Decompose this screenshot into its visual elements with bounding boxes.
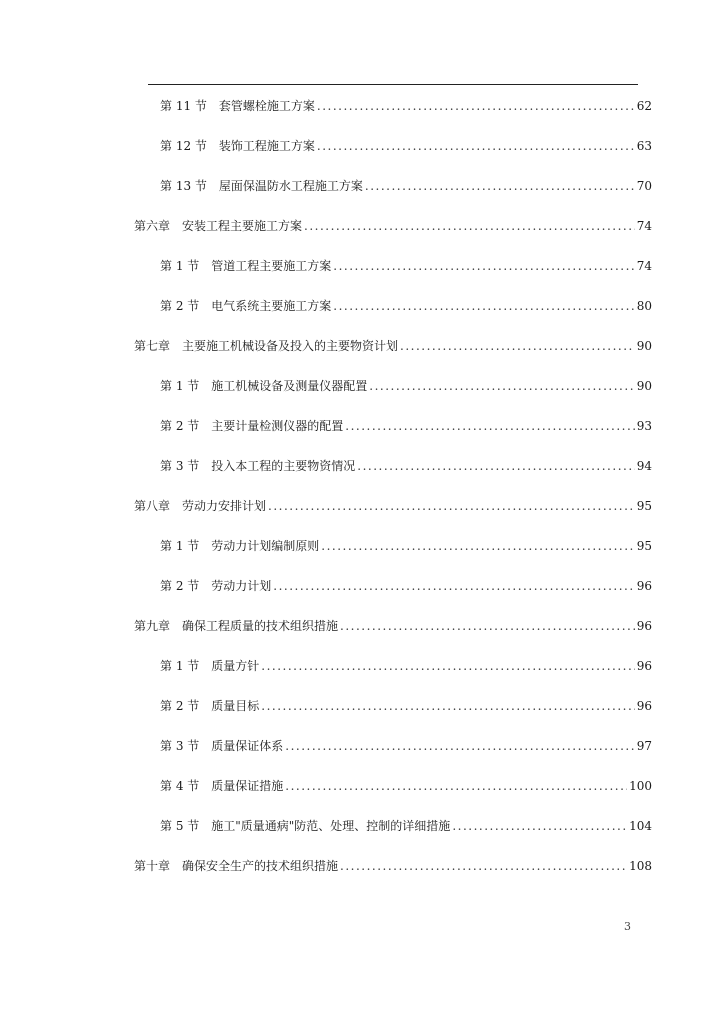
toc-entry[interactable] <box>160 296 652 316</box>
toc-entry-page: 95 <box>636 539 652 553</box>
toc-entry[interactable] <box>160 576 652 596</box>
toc-entry[interactable] <box>160 816 652 836</box>
toc-entry-number: 第 2 节 <box>160 299 200 313</box>
toc-entry[interactable] <box>160 136 652 156</box>
toc-entry[interactable] <box>160 536 652 556</box>
toc-entry-number: 第 1 节 <box>160 659 200 673</box>
toc-entry[interactable] <box>160 176 652 196</box>
toc-entry-page: 96 <box>636 579 652 593</box>
toc-entry-number: 第九章 <box>134 619 171 633</box>
toc-entry-number: 第八章 <box>134 499 171 513</box>
toc-entry[interactable] <box>134 856 652 876</box>
dot-leader <box>273 576 634 596</box>
toc-entry-page: 96 <box>636 619 652 633</box>
toc-entry-title: 投入本工程的主要物资情况 <box>211 459 356 473</box>
dot-leader <box>261 656 634 676</box>
toc-entry[interactable] <box>160 656 652 676</box>
toc-entry-title: 质量方针 <box>211 659 260 673</box>
toc-entry-title: 质量保证措施 <box>211 779 284 793</box>
dot-leader <box>340 616 635 636</box>
dot-leader <box>400 336 635 356</box>
toc-entry-title: 劳动力计划 <box>211 579 272 593</box>
toc-entry-title: 施工"质量通病"防范、处理、控制的详细措施 <box>211 819 451 833</box>
dot-leader <box>369 376 634 396</box>
dot-leader <box>357 456 634 476</box>
toc-entry-page: 63 <box>636 139 652 153</box>
dot-leader <box>365 176 635 196</box>
toc-entry[interactable] <box>160 696 652 716</box>
toc-entry-number: 第 3 节 <box>160 459 200 473</box>
toc-entry[interactable] <box>134 496 652 516</box>
toc-entry-page: 108 <box>629 859 652 873</box>
toc-entry[interactable] <box>134 616 652 636</box>
toc-entry-number: 第 13 节 <box>160 179 207 193</box>
toc-entry[interactable] <box>134 336 652 356</box>
toc-entry-number: 第 4 节 <box>160 779 200 793</box>
dot-leader <box>333 296 634 316</box>
toc-entry-page: 94 <box>636 459 652 473</box>
toc-entry[interactable] <box>160 456 652 476</box>
dot-leader <box>345 416 634 436</box>
toc-entry-title: 施工机械设备及测量仪器配置 <box>211 379 368 393</box>
toc-entry-number: 第 3 节 <box>160 739 200 753</box>
toc-entry-title: 装饰工程施工方案 <box>218 139 315 153</box>
toc-entry-number: 第七章 <box>134 339 171 353</box>
dot-leader <box>261 696 634 716</box>
toc-entry-title: 劳动力计划编制原则 <box>211 539 320 553</box>
toc-entry-page: 90 <box>636 339 652 353</box>
toc-entry[interactable] <box>134 216 652 236</box>
toc-entry-page: 93 <box>636 419 652 433</box>
toc-entry-title: 安装工程主要施工方案 <box>182 219 303 233</box>
toc-entry-page: 74 <box>636 259 652 273</box>
toc-entry-number: 第 2 节 <box>160 419 200 433</box>
toc-entry-title: 确保安全生产的技术组织措施 <box>182 859 339 873</box>
dot-leader <box>304 216 635 236</box>
toc-entry-number: 第 1 节 <box>160 259 200 273</box>
toc-entry-page: 96 <box>636 699 652 713</box>
toc-entry-number: 第 2 节 <box>160 699 200 713</box>
toc-entry[interactable] <box>160 776 652 796</box>
dot-leader <box>268 496 635 516</box>
toc-entry-page: 97 <box>636 739 652 753</box>
toc-entry-title: 管道工程主要施工方案 <box>211 259 332 273</box>
toc-entry-page: 95 <box>636 499 652 513</box>
toc-entry-number: 第 1 节 <box>160 379 200 393</box>
header-rule <box>148 84 638 85</box>
toc-entry-number: 第 5 节 <box>160 819 200 833</box>
dot-leader <box>285 736 634 756</box>
toc-entry-number: 第六章 <box>134 219 171 233</box>
page-number: 3 <box>624 920 631 933</box>
toc-entry[interactable] <box>160 376 652 396</box>
toc-entry-title: 主要施工机械设备及投入的主要物资计划 <box>182 339 399 353</box>
toc-entry-title: 质量目标 <box>211 699 260 713</box>
dot-leader <box>317 136 635 156</box>
toc-entry[interactable] <box>160 96 652 116</box>
dot-leader <box>452 816 627 836</box>
toc-entry-page: 80 <box>636 299 652 313</box>
dot-leader <box>317 96 635 116</box>
toc-entry-page: 90 <box>636 379 652 393</box>
toc-entry-number: 第十章 <box>134 859 171 873</box>
toc-entry-title: 套管螺栓施工方案 <box>218 99 315 113</box>
toc-entry-page: 96 <box>636 659 652 673</box>
toc-entry-title: 劳动力安排计划 <box>182 499 267 513</box>
toc-entry-page: 62 <box>636 99 652 113</box>
dot-leader <box>333 256 634 276</box>
dot-leader <box>321 536 634 556</box>
toc-entry-title: 确保工程质量的技术组织措施 <box>182 619 339 633</box>
toc-entry-page: 104 <box>629 819 652 833</box>
toc-entry-title: 质量保证体系 <box>211 739 284 753</box>
toc-entry-number: 第 1 节 <box>160 539 200 553</box>
toc-entry-title: 主要计量检测仪器的配置 <box>211 419 344 433</box>
toc-entry-title: 屋面保温防水工程施工方案 <box>218 179 363 193</box>
toc-entry-number: 第 12 节 <box>160 139 207 153</box>
dot-leader <box>285 776 627 796</box>
toc-entry-page: 70 <box>636 179 652 193</box>
toc-entry[interactable] <box>160 736 652 756</box>
toc-entry-number: 第 2 节 <box>160 579 200 593</box>
toc-entry[interactable] <box>160 256 652 276</box>
toc-entry[interactable] <box>160 416 652 436</box>
toc-entry-title: 电气系统主要施工方案 <box>211 299 332 313</box>
toc-entry-number: 第 11 节 <box>160 99 207 113</box>
dot-leader <box>340 856 627 876</box>
toc-entry-page: 74 <box>636 219 652 233</box>
toc-entry-page: 100 <box>629 779 652 793</box>
